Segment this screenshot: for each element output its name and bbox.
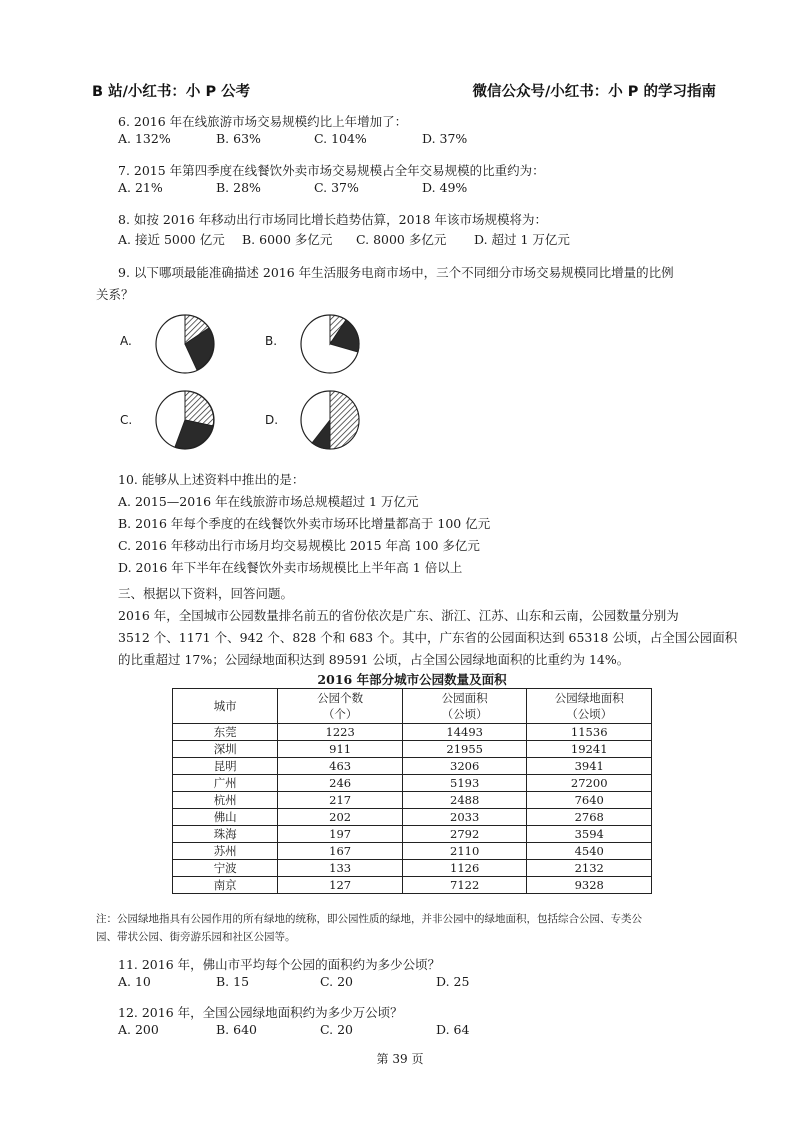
q6-option-b: B. 63% <box>216 131 261 146</box>
header-city-label: 城市 <box>213 699 237 713</box>
table-row <box>173 809 652 826</box>
table-cell: 246 <box>278 775 403 792</box>
q6-question: 6. 2016 年在线旅游市场交易规模约比上年增加了： <box>118 114 408 129</box>
table-body <box>173 724 652 894</box>
table-note <box>96 910 716 946</box>
table-row <box>173 741 652 758</box>
q7-option-c: C. 37% <box>314 180 359 195</box>
table-note-line1: 注：公园绿地指具有公园作用的所有绿地的统称，即公园性质的绿地，并非公园中的绿地面积，包括综合公园、专类公 <box>96 913 642 925</box>
table-row <box>173 877 652 894</box>
header-green-area-line1: 公园绿地面积 <box>554 691 624 705</box>
q8-option-b: B. 6000 多亿元 <box>242 232 333 247</box>
q7-option-d: D. 49% <box>422 180 468 195</box>
table-cell: 昆明 <box>173 758 278 775</box>
q9-option-c-label: C. <box>120 413 133 427</box>
q6-option-c: C. 104% <box>314 131 367 146</box>
q10-option-d: D. 2016 年下半年在线餐饮外卖市场规模比上半年高 1 倍以上 <box>118 560 463 575</box>
header-park-count-line1: 公园个数 <box>317 691 364 705</box>
table-header-row <box>173 689 652 724</box>
table-cell: 9328 <box>527 877 652 894</box>
table-cell: 133 <box>278 860 403 877</box>
section3-heading: 三、根据以下资料，回答问题。 <box>118 586 294 601</box>
table-cell: 19241 <box>527 741 652 758</box>
table-cell: 3206 <box>402 758 527 775</box>
table-cell: 佛山 <box>173 809 278 826</box>
table-cell: 2488 <box>402 792 527 809</box>
header-green-area-line2: （公顷） <box>566 707 613 721</box>
header-city <box>173 689 278 724</box>
table-cell: 深圳 <box>173 741 278 758</box>
q11-option-d: D. 25 <box>436 974 470 989</box>
q8-option-a: A. 接近 5000 亿元 <box>118 232 225 247</box>
table-cell: 197 <box>278 826 403 843</box>
q10-question: 10. 能够从上述资料中推出的是： <box>118 472 305 487</box>
table-row <box>173 792 652 809</box>
table-cell: 1126 <box>402 860 527 877</box>
q9-pie-c <box>153 388 217 452</box>
table-cell: 27200 <box>527 775 652 792</box>
header-right: 微信公众号/小红书：小 P 的学习指南 <box>472 84 716 100</box>
section3-para-line2: 3512 个、1171 个、942 个、828 个和 683 个。其中，广东省的公园面积达到 65318 公顷，占全国公园面积 <box>118 630 738 645</box>
q12-option-d: D. 64 <box>436 1022 470 1037</box>
q10-option-a: A. 2015—2016 年在线旅游市场总规模超过 1 万亿元 <box>118 494 419 509</box>
q12-option-b: B. 640 <box>216 1022 257 1037</box>
q8-question: 8. 如按 2016 年移动出行市场同比增长趋势估算，2018 年该市场规模将为： <box>118 212 547 227</box>
table-cell: 167 <box>278 843 403 860</box>
q7-option-a: A. 21% <box>118 180 163 195</box>
table-cell: 广州 <box>173 775 278 792</box>
q6-option-d: D. 37% <box>422 131 468 146</box>
table-cell: 2033 <box>402 809 527 826</box>
table-row <box>173 843 652 860</box>
table-row <box>173 826 652 843</box>
table-cell: 127 <box>278 877 403 894</box>
header-park-area-line1: 公园面积 <box>441 691 488 705</box>
table-title: 2016 年部分城市公园数量及面积 <box>317 672 507 687</box>
table-cell: 14493 <box>402 724 527 741</box>
table-cell: 5193 <box>402 775 527 792</box>
table-row <box>173 775 652 792</box>
q12-option-c: C. 20 <box>320 1022 353 1037</box>
q8-option-c: C. 8000 多亿元 <box>356 232 447 247</box>
header-green-area <box>527 689 652 724</box>
q8-option-d: D. 超过 1 万亿元 <box>474 232 570 247</box>
table-row <box>173 758 652 775</box>
section3-para-line3: 的比重超过 17%；公园绿地面积达到 89591 公顷，占全国公园绿地面积的比重约为 14%。 <box>118 652 630 667</box>
q9-pie-a <box>153 312 217 376</box>
table-cell: 911 <box>278 741 403 758</box>
table-cell: 463 <box>278 758 403 775</box>
header-park-count-line2: （个） <box>322 707 358 721</box>
q9-option-d-label: D. <box>265 413 279 427</box>
header-park-area <box>402 689 527 724</box>
table-cell: 202 <box>278 809 403 826</box>
header-park-area-line2: （公顷） <box>441 707 488 721</box>
table-note-line2: 园、带状公园、街旁游乐园和社区公园等。 <box>96 931 296 943</box>
table-cell: 宁波 <box>173 860 278 877</box>
q11-option-c: C. 20 <box>320 974 353 989</box>
q9-question-line1: 9. 以下哪项最能准确描述 2016 年生活服务电商市场中，三个不同细分市场交易规模同比增量的比例 <box>118 265 674 280</box>
q6-option-a: A. 132% <box>118 131 171 146</box>
header-park-count <box>278 689 403 724</box>
q10-option-b: B. 2016 年每个季度的在线餐饮外卖市场环比增量都高于 100 亿元 <box>118 516 491 531</box>
table-cell: 2132 <box>527 860 652 877</box>
table-cell: 南京 <box>173 877 278 894</box>
park-table <box>172 688 652 894</box>
table-cell: 217 <box>278 792 403 809</box>
header-left: B 站/小红书：小 P 公考 <box>92 84 251 100</box>
q10-option-c: C. 2016 年移动出行市场月均交易规模比 2015 年高 100 多亿元 <box>118 538 480 553</box>
table-cell: 2110 <box>402 843 527 860</box>
table-row <box>173 724 652 741</box>
table-cell: 杭州 <box>173 792 278 809</box>
q11-question: 11. 2016 年，佛山市平均每个公园的面积约为多少公顷？ <box>118 957 441 972</box>
table-cell: 21955 <box>402 741 527 758</box>
table-cell: 2792 <box>402 826 527 843</box>
table-cell: 东莞 <box>173 724 278 741</box>
q12-option-a: A. 200 <box>118 1022 159 1037</box>
q9-option-a-label: A. <box>120 334 132 348</box>
table-cell: 苏州 <box>173 843 278 860</box>
q9-pie-b <box>298 312 362 376</box>
table-cell: 11536 <box>527 724 652 741</box>
table-cell: 2768 <box>527 809 652 826</box>
table-cell: 3594 <box>527 826 652 843</box>
q9-question-line2: 关系？ <box>96 287 134 302</box>
table-cell: 7122 <box>402 877 527 894</box>
table-cell: 3941 <box>527 758 652 775</box>
q7-option-b: B. 28% <box>216 180 261 195</box>
q9-option-b-label: B. <box>265 334 278 348</box>
table-row <box>173 860 652 877</box>
table-cell: 珠海 <box>173 826 278 843</box>
q12-question: 12. 2016 年，全国公园绿地面积约为多少万公顷？ <box>118 1005 403 1020</box>
q9-pie-d <box>298 388 362 452</box>
q11-option-b: B. 15 <box>216 974 250 989</box>
q11-option-a: A. 10 <box>118 974 151 989</box>
table-cell: 7640 <box>527 792 652 809</box>
q7-question: 7. 2015 年第四季度在线餐饮外卖市场交易规模占全年交易规模的比重约为： <box>118 163 545 178</box>
page-number: 第 39 页 <box>376 1052 424 1066</box>
table-cell: 1223 <box>278 724 403 741</box>
section3-para-line1: 2016 年，全国城市公园数量排名前五的省份依次是广东、浙江、江苏、山东和云南，公园数量分别为 <box>118 608 679 623</box>
table-cell: 4540 <box>527 843 652 860</box>
